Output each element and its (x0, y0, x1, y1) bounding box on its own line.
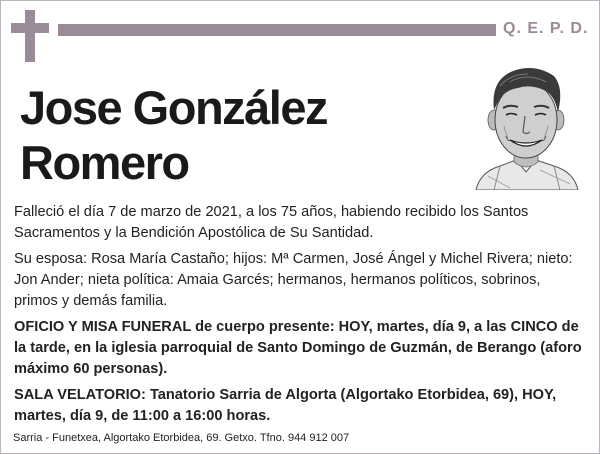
name-line-2: Romero (20, 136, 189, 189)
wake-paragraph: SALA VELATORIO: Tanatorio Sarria de Algorta (Algortako Etorbidea, 69), HOY, martes, día 9, de 11:00 a 16:00 horas. (14, 387, 557, 424)
obituary-body (14, 202, 586, 432)
death-notice-paragraph: Falleció el día 7 de marzo de 2021, a los 75 años, habiendo recibido los Santos Sacramentos y la Bendición Apostólica de Su Santidad. (14, 204, 529, 241)
qepd-label: Q. E. P. D. (503, 20, 589, 37)
funeral-home-footer: Sarria - Funetxea, Algortako Etorbidea, 69. Getxo. Tfno. 944 912 007 (13, 432, 350, 444)
deceased-name (20, 80, 450, 190)
funeral-paragraph: OFICIO Y MISA FUNERAL de cuerpo presente: HOY, martes, día 9, a las CINCO de la tarde, en la iglesia parroquial de Santo Domingo de Guzmán, de Berango (aforo máximo 60 personas). (14, 319, 582, 377)
header-rule (58, 24, 496, 36)
portrait-photo (470, 60, 582, 190)
family-paragraph: Su esposa: Rosa María Castaño; hijos: Mª Carmen, José Ángel y Michel Rivera; nieto: Jon Ander; nieta política: Amaia Garcés; hermanos, hermanos políticos, sobrinos, primos y demás familia. (14, 251, 573, 309)
name-line-1: Jose González (20, 81, 327, 134)
